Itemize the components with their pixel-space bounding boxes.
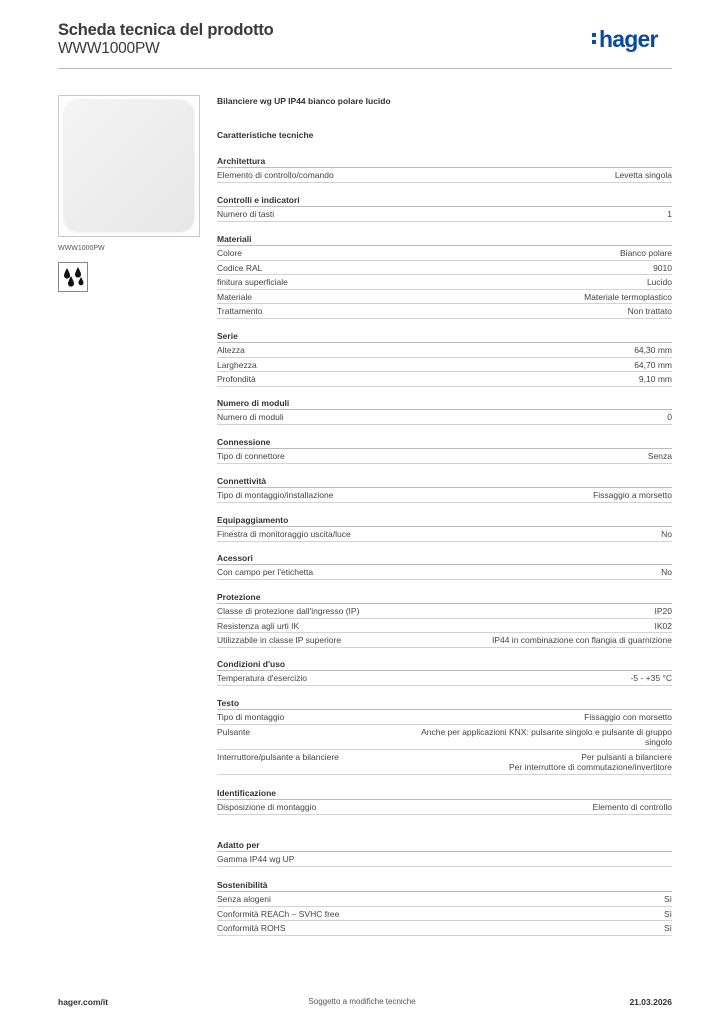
section-title: Equipaggiamento: [217, 514, 672, 527]
spec-value: IP20: [654, 606, 672, 616]
spec-row: [217, 304, 672, 319]
spec-row: [217, 207, 672, 222]
spec-label: Tipo di montaggio/installazione: [217, 490, 334, 500]
spec-section: [217, 658, 672, 686]
spec-value: Sì: [663, 923, 672, 933]
spec-value: IP44 in combinazione con flangia di guarnizione: [491, 635, 672, 645]
spec-row: [217, 619, 672, 634]
spec-section: [217, 397, 672, 425]
spec-label: Numero di moduli: [217, 412, 284, 422]
spec-row: [217, 725, 672, 750]
spec-row: [217, 488, 672, 503]
spec-section: [217, 475, 672, 503]
spec-section: [217, 787, 672, 815]
spec-label: Utilizzabile in classe IP superiore: [217, 635, 342, 645]
section-title: Acessori: [217, 552, 672, 565]
header-title: Scheda tecnica del prodotto: [58, 21, 274, 39]
spec-label: Profondità: [217, 374, 256, 384]
spec-value: -5 - +35 °C: [630, 673, 672, 683]
spec-row: [217, 290, 672, 305]
spec-value: Per pulsanti a bilanciere Per interruttore di commutazione/invertitore: [509, 751, 672, 772]
spec-value: Elemento di controllo: [592, 802, 672, 812]
spec-value: Non trattato: [627, 306, 672, 316]
spec-value: Anche per applicazioni KNX: pulsante singolo e pulsante di gruppo singolo: [421, 726, 672, 747]
spec-label: Codice RAL: [217, 262, 263, 273]
spec-section: [217, 233, 672, 319]
logo-mark-icon: [592, 33, 596, 47]
spec-value: Levetta singola: [614, 170, 672, 180]
spec-section: [217, 330, 672, 387]
spec-label: Temperatura d'esercizio: [217, 673, 307, 683]
section-title: Adatto per: [217, 839, 672, 852]
spec-value: Senza: [647, 451, 672, 461]
section-title: Controlli e indicatori: [217, 194, 672, 207]
spec-label: Finestra di monitoraggio uscita/luce: [217, 529, 351, 539]
spec-value: Materiale termoplastico: [584, 291, 672, 302]
spec-value: Sì: [663, 908, 672, 919]
logo-text: hager: [599, 26, 658, 52]
spec-label: Altezza: [217, 345, 245, 355]
product-description: Bilanciere wg UP IP44 bianco polare lucido: [217, 96, 391, 106]
spec-row: [217, 633, 672, 648]
spec-label: Pulsante: [217, 726, 251, 737]
spec-label: Classe di protezione dall'ingresso (IP): [217, 606, 360, 616]
spec-value: 9010: [653, 262, 672, 273]
spec-value: Bianco polare: [620, 248, 672, 258]
spec-label: Disposizione di montaggio: [217, 802, 317, 812]
footer-date: 21.03.2026: [629, 997, 672, 1007]
spec-label: Materiale: [217, 291, 252, 302]
spec-row: [217, 671, 672, 686]
spec-row: [217, 921, 672, 936]
spec-label: Interruttore/pulsante a bilanciere: [217, 751, 339, 762]
spec-label: Tipo di connettore: [217, 451, 285, 461]
footer-website[interactable]: hager.com/it: [58, 997, 109, 1007]
spec-label: Elemento di controllo/comando: [217, 170, 334, 180]
spec-label: Con campo per l'etichetta: [217, 567, 314, 577]
spec-section: [217, 839, 672, 867]
section-title: Connettività: [217, 475, 672, 488]
image-caption: WWW1000PW: [58, 245, 105, 252]
section-title: Condizioni d'uso: [217, 658, 672, 671]
spec-label: Conformità ROHS: [217, 923, 286, 933]
spec-row: [217, 527, 672, 542]
spec-value: 9,10 mm: [638, 374, 672, 384]
spec-section: [217, 436, 672, 464]
section-title: Numero di moduli: [217, 397, 672, 410]
header-divider: [58, 68, 672, 69]
spec-value: Sì: [663, 894, 672, 904]
spec-row: [217, 907, 672, 922]
spec-row: [217, 246, 672, 261]
spec-value: 64,70 mm: [634, 359, 672, 370]
spec-section: [217, 552, 672, 580]
spec-label: Gamma IP44 wg UP: [217, 854, 295, 864]
spec-value: 1: [667, 209, 672, 219]
spec-label: Senza alogeni: [217, 894, 271, 904]
spec-value: Fissaggio a morsetto: [593, 490, 672, 500]
section-title: Materiali: [217, 233, 672, 246]
spec-section: [217, 514, 672, 542]
spec-label: Larghezza: [217, 359, 257, 370]
spec-label: Trattamento: [217, 306, 263, 316]
spec-row: [217, 800, 672, 815]
section-title: Identificazione: [217, 787, 672, 800]
spec-value: 64,30 mm: [634, 345, 672, 355]
spec-label: Tipo di montaggio: [217, 712, 285, 722]
spec-label: Conformità REACh – SVHC free: [217, 908, 340, 919]
spec-row: [217, 710, 672, 725]
spec-row: [217, 410, 672, 425]
spec-value: No: [661, 567, 672, 577]
spec-value: Fissaggio con morsetto: [584, 712, 672, 722]
section-title: Serie: [217, 330, 672, 343]
product-code: WWW1000PW: [58, 40, 160, 57]
spec-row: [217, 343, 672, 358]
spec-section: [217, 155, 672, 183]
tech-title: Caratteristiche tecniche: [217, 130, 314, 140]
spec-row: [217, 892, 672, 907]
section-title: Architettura: [217, 155, 672, 168]
spec-row: [217, 604, 672, 619]
rocker-switch-image: [64, 100, 194, 232]
water-drops-icon: [58, 262, 88, 292]
spec-section: [217, 697, 672, 775]
spec-row: [217, 449, 672, 464]
section-title: Testo: [217, 697, 672, 710]
section-title: Protezione: [217, 591, 672, 604]
spec-row: [217, 372, 672, 387]
spec-label: Numero di tasti: [217, 209, 275, 219]
spec-row: [217, 358, 672, 373]
spec-value: Lucido: [646, 277, 672, 287]
spec-row: [217, 750, 672, 775]
spec-section: [217, 194, 672, 222]
spec-row: [217, 168, 672, 183]
spec-label: Colore: [217, 248, 243, 258]
spec-row: [217, 852, 672, 867]
product-image: [58, 95, 200, 237]
spec-section: [217, 591, 672, 648]
spec-row: [217, 565, 672, 580]
spec-section: [217, 879, 672, 936]
spec-row: [217, 261, 672, 276]
spec-value: 0: [667, 412, 672, 422]
spec-row: [217, 275, 672, 290]
footer-note: Soggetto a modifiche tecniche: [308, 997, 416, 1006]
section-title: Sostenibilità: [217, 879, 672, 892]
spec-label: Resistenza agli urti IK: [217, 620, 300, 631]
spec-value: No: [661, 529, 672, 539]
spec-value: IK02: [654, 620, 672, 631]
spec-label: finitura superficiale: [217, 277, 288, 287]
section-title: Connessione: [217, 436, 672, 449]
